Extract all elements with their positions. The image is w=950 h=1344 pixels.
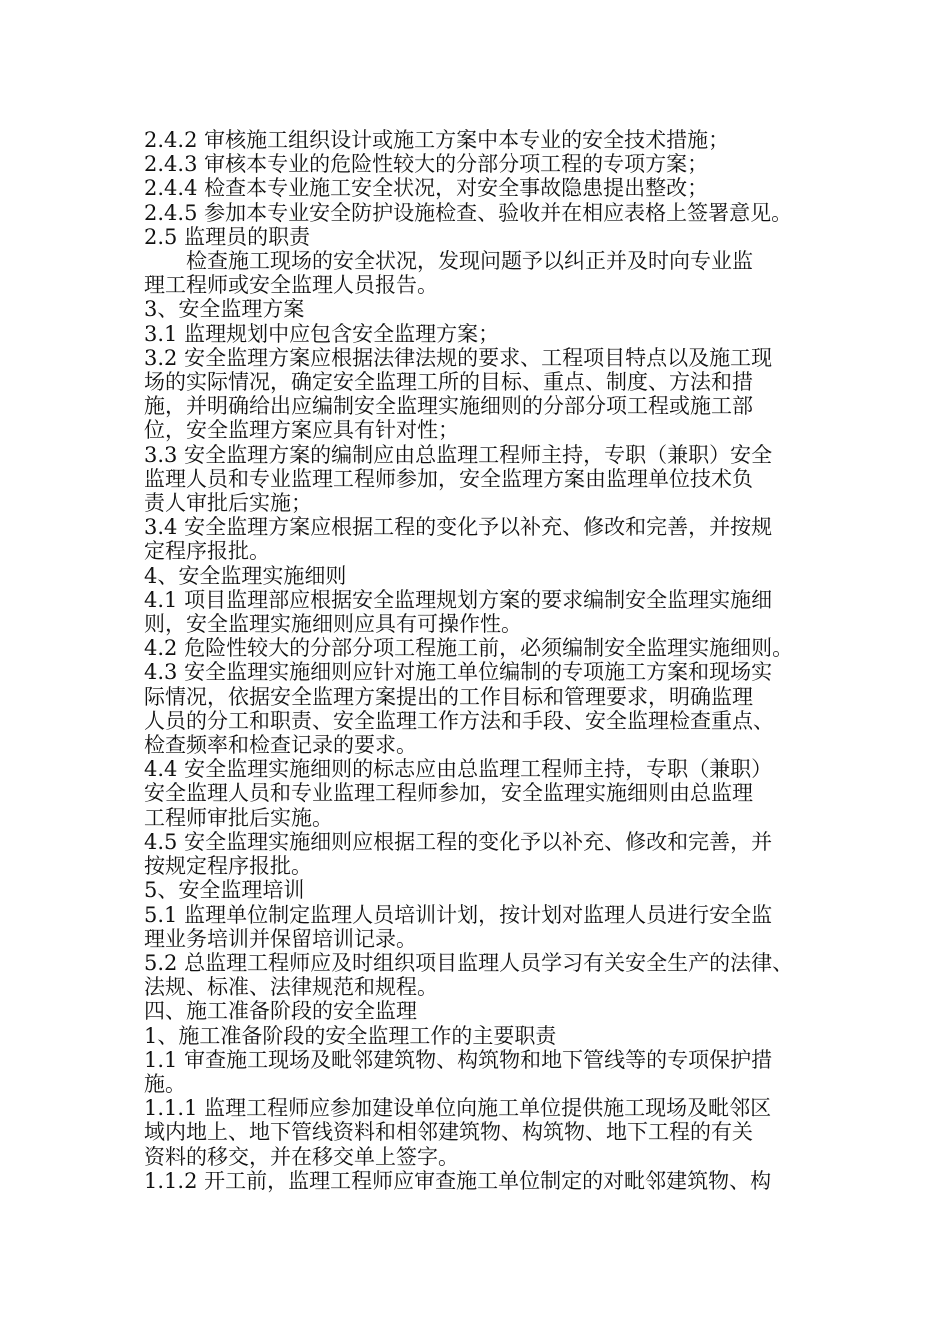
text-line: 3.1 监理规划中应包含安全监理方案； [144,321,500,346]
text-line: 定程序报批。 [144,539,270,564]
text-line: 检查施工现场的安全状况，发现问题予以纠正并及时向专业监 [186,249,753,274]
text-line: 4、安全监理实施细则 [144,563,347,588]
text-line: 1.1 审查施工现场及毗邻建筑物、构筑物和地下管线等的专项保护措 [144,1047,773,1072]
text-line: 5.1 监理单位制定监理人员培训计划，按计划对监理人员进行安全监 [144,902,773,927]
text-line: 5.2 总监理工程师应及时组织项目监理人员学习有关安全生产的法律、 [144,950,794,975]
text-line: 4.2 危险性较大的分部分项工程施工前，必须编制安全监理实施细则。 [144,636,794,661]
document-body [144,128,824,1193]
text-line: 责人审批后实施； [144,491,312,516]
text-line: 场的实际情况，确定安全监理工所的目标、重点、制度、方法和措 [144,370,753,395]
text-line: 施。 [144,1071,186,1096]
text-line: 际情况，依据安全监理方案提出的工作目标和管理要求，明确监理 [144,684,753,709]
text-line: 四、施工准备阶段的安全监理 [144,999,417,1024]
text-line: 位，安全监理方案应具有针对性； [144,418,459,443]
text-line: 理业务培训并保留培训记录。 [144,926,417,951]
text-line: 2.5 监理员的职责 [144,224,311,249]
text-line: 资料的移交，并在移交单上签字。 [144,1144,459,1169]
text-line: 2.4.5 参加本专业安全防护设施检查、验收并在相应表格上签署意见。 [144,200,793,225]
text-line: 2.4.2 审核施工组织设计或施工方案中本专业的安全技术措施； [144,128,730,152]
text-line: 工程师审批后实施。 [144,805,333,830]
text-line: 4.1 项目监理部应根据安全监理规划方案的要求编制安全监理实施细 [144,587,773,612]
text-line: 3、安全监理方案 [144,297,305,322]
text-line: 监理人员和专业监理工程师参加，安全监理方案由监理单位技术负 [144,466,753,491]
text-line: 3.2 安全监理方案应根据法律法规的要求、工程项目特点以及施工现 [144,345,773,370]
text-line: 4.5 安全监理实施细则应根据工程的变化予以补充、修改和完善，并 [144,829,773,854]
text-line: 5、安全监理培训 [144,878,305,903]
text-line: 4.4 安全监理实施细则的标志应由总监理工程师主持，专职（兼职） [144,757,773,782]
text-line: 施，并明确给出应编制安全监理实施细则的分部分项工程或施工部 [144,394,753,419]
text-line: 3.3 安全监理方案的编制应由总监理工程师主持，专职（兼职）安全 [144,442,773,467]
text-line: 理工程师或安全监理人员报告。 [144,273,438,298]
text-line: 2.4.3 审核本专业的危险性较大的分部分项工程的专项方案； [144,152,709,177]
text-line: 则，安全监理实施细则应具有可操作性。 [144,612,522,637]
text-line: 3.4 安全监理方案应根据工程的变化予以补充、修改和完善，并按规 [144,515,773,540]
text-line: 1、施工准备阶段的安全监理工作的主要职责 [144,1023,557,1048]
text-line: 按规定程序报批。 [144,854,312,879]
text-line: 1.1.1 监理工程师应参加建设单位向施工单位提供施工现场及毗邻区 [144,1096,772,1121]
text-line: 人员的分工和职责、安全监理工作方法和手段、安全监理检查重点、 [144,708,774,733]
text-line: 安全监理人员和专业监理工程师参加，安全监理实施细则由总监理 [144,781,753,806]
text-line: 检查频率和检查记录的要求。 [144,733,417,758]
text-line: 2.4.4 检查本专业施工安全状况，对安全事故隐患提出整改； [144,176,709,201]
text-line: 1.1.2 开工前，监理工程师应审查施工单位制定的对毗邻建筑物、构 [144,1168,772,1193]
text-line: 法规、标准、法律规范和规程。 [144,975,438,1000]
text-line: 域内地上、地下管线资料和相邻建筑物、构筑物、地下工程的有关 [144,1120,753,1145]
text-line: 4.3 安全监理实施细则应针对施工单位编制的专项施工方案和现场实 [144,660,773,685]
